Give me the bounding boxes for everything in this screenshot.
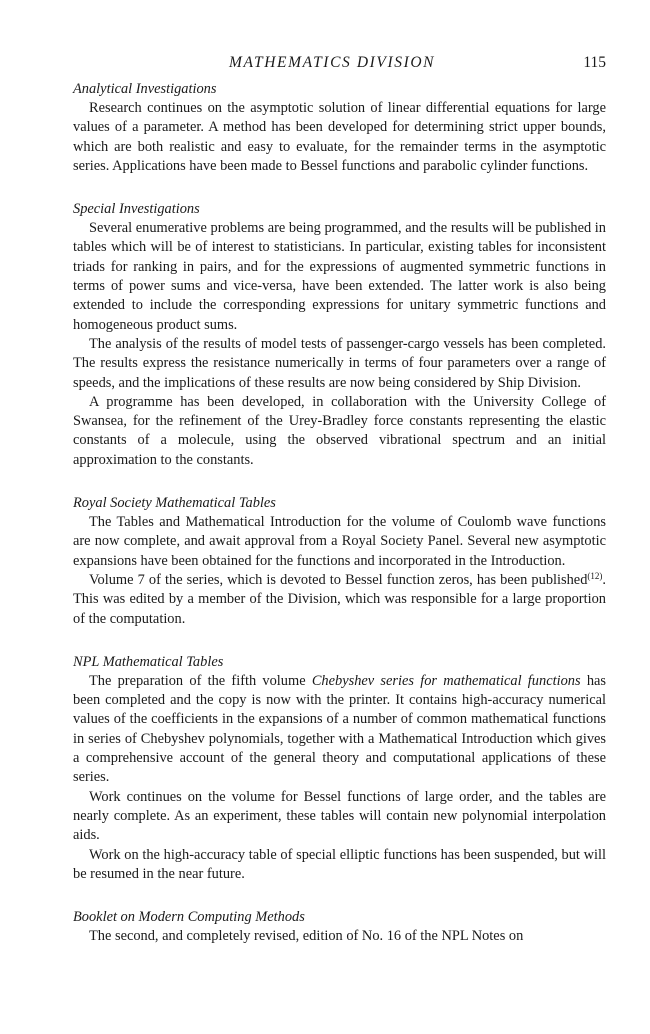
paragraph — [73, 571, 606, 629]
page-number: 115 — [583, 54, 606, 71]
section-title: Royal Society Mathematical Tables — [73, 495, 276, 512]
paragraph: Work on the high-accuracy table of special elliptic functions has been suspended, but will be resumed in the near future. — [73, 846, 606, 882]
paragraph: A programme has been developed, in collaboration with the University College of Swansea, for the refinement of the Urey-Bradley force constants representing the elastic constants of a molecule, using the observed vibrational spectrum and an initial approximation to the constants. — [73, 393, 606, 468]
section-title: Special Investigations — [73, 201, 200, 218]
section-special-investigations — [73, 199, 606, 470]
section-npl-tables — [73, 652, 606, 884]
section-booklet-computing-methods — [73, 907, 606, 946]
paragraph-text: Volume 7 of the series, which is devoted to Bessel function zeros, has been published — [89, 571, 588, 588]
paragraph-text: has been completed and the copy is now with the printer. It contains high-accuracy numerical values of the coefficients in the expansions of a number of common mathematical functions in series of Chebyshev polynomials, together with a Mathematical Introduction which gives a comprehensive account of the general theory and computational applications of these series. — [73, 672, 606, 786]
paragraph: The second, and completely revised, edition of No. 16 of the NPL Notes on — [89, 928, 524, 945]
page-header — [73, 54, 606, 74]
section-title: NPL Mathematical Tables — [73, 653, 224, 670]
paragraph — [73, 672, 606, 788]
paragraph-text: . This was edited by a member of the Division, which was responsible for a large proportion of the computation. — [73, 571, 606, 627]
reference-superscript: (12) — [587, 570, 603, 581]
paragraph: Work continues on the volume for Bessel functions of large order, and the tables are nearly complete. As an experiment, these tables will contain new polynomial interpolation aids. — [73, 788, 606, 844]
section-title: Analytical Investigations — [73, 81, 217, 97]
paragraph: The analysis of the results of model tests of passenger-cargo vessels has been completed. The results express the resistance numerically in terms of four parameters over a range of speeds, and the implications of these results are now being considered by Ship Division. — [73, 335, 606, 391]
section-title: Booklet on Modern Computing Methods — [73, 909, 305, 926]
paragraph: The Tables and Mathematical Introduction for the volume of Coulomb wave functions are now complete, and await approval from a Royal Society Panel. Several new asymptotic expansions have been obtained for the functions and incorporated in the Introduction. — [73, 514, 606, 569]
running-head: MATHEMATICS DIVISION — [229, 54, 436, 71]
section-analytical-investigations — [73, 79, 606, 176]
paragraph-text: The preparation of the fifth volume — [89, 672, 312, 689]
section-royal-society-tables — [73, 493, 606, 629]
paragraph: Several enumerative problems are being programmed, and the results will be published in tables which will be of interest to statisticians. In particular, existing tables for inconsistent triads for ranking in pairs, and for the expressions of augmented symmetric functions in terms of power sums and vice-versa, have been extended. The latter work is also being extended to include the corresponding expressions for unitary symmetric functions and homogeneous product sums. — [73, 220, 606, 333]
paragraph: Research continues on the asymptotic solution of linear differential equations for large values of a parameter. A method has been developed for determining strict upper bounds, which are both realistic and easy to evaluate, for the remainder terms in the asymptotic series. Applications have been made to Bessel functions and parabolic cylinder functions. — [73, 100, 606, 174]
volume-title: Chebyshev series for mathematical functions — [311, 672, 581, 689]
